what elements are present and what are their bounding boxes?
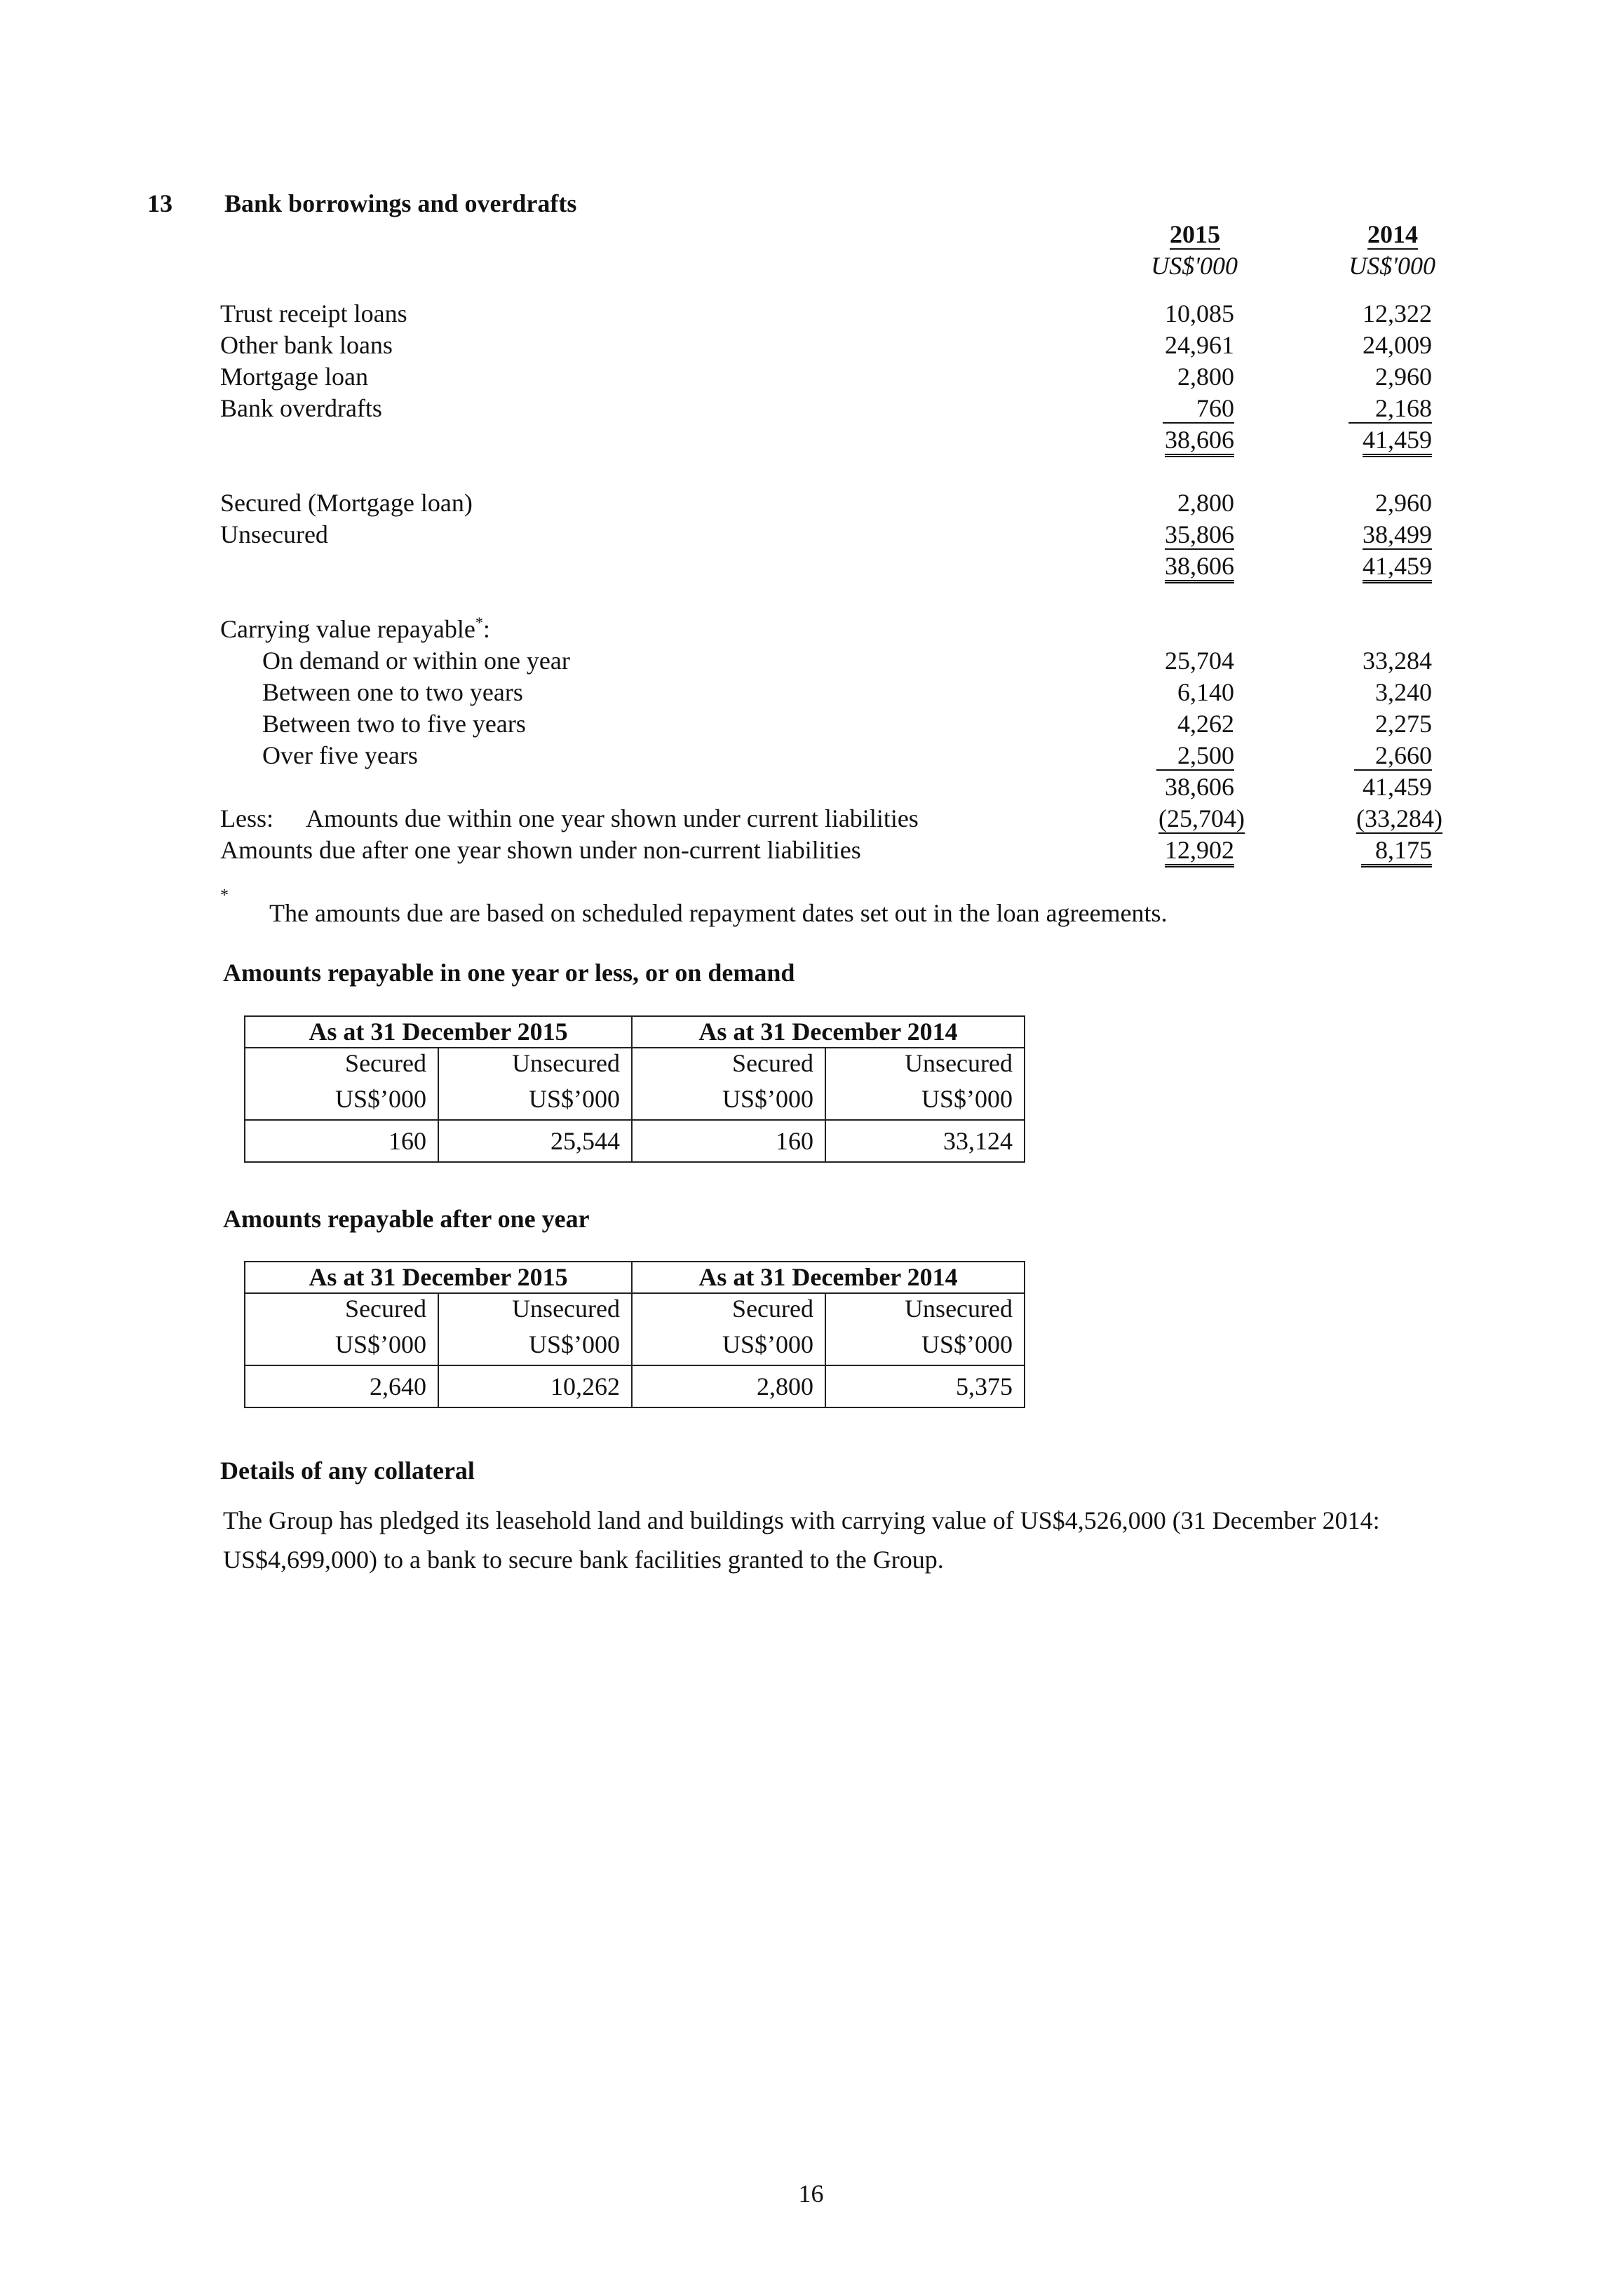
- value-2015: 12,902: [1165, 835, 1234, 867]
- table1-title: Amounts repayable in one year or less, or on demand: [223, 959, 795, 987]
- table-subheader: Secured: [632, 1048, 825, 1079]
- table-header-2014: As at 31 December 2014: [632, 1262, 1025, 1293]
- value-2014: (33,284): [1356, 804, 1442, 832]
- value-2015: 10,085: [1165, 299, 1234, 327]
- collateral-line: The Group has pledged its leasehold land and buildings with carrying value of US$4,526,000 (31 December 2014:: [223, 1506, 1380, 1534]
- value-2014: 2,168: [1349, 393, 1432, 424]
- section-title: Bank borrowings and overdrafts: [224, 189, 577, 217]
- column-year-2015: 2015: [1170, 220, 1220, 248]
- row-label-one-to-two-years: Between one to two years: [262, 678, 523, 706]
- column-unit-2015: US$'000: [1151, 252, 1238, 280]
- column-unit-2014: US$'000: [1349, 252, 1435, 280]
- table-subheader: Secured: [632, 1293, 825, 1324]
- total-2015: 38,606: [1165, 773, 1234, 801]
- value-2014: 2,660: [1354, 740, 1432, 771]
- collateral-line: US$4,699,000) to a bank to secure bank facilities granted to the Group.: [223, 1546, 944, 1574]
- repayable-after-one-year-table: [244, 1261, 1025, 1408]
- table-subheader: Unsecured: [825, 1048, 1025, 1079]
- table-unit: US$’000: [245, 1079, 438, 1120]
- table-subheader: Unsecured: [438, 1293, 632, 1324]
- table-unit: US$’000: [825, 1079, 1025, 1120]
- table-subheader: Unsecured: [438, 1048, 632, 1079]
- table-subheader: Secured: [245, 1048, 438, 1079]
- table-unit: US$’000: [632, 1079, 825, 1120]
- section-number: 13: [147, 189, 173, 217]
- total-2015: 38,606: [1165, 424, 1234, 457]
- row-label-on-demand: On demand or within one year: [262, 647, 570, 675]
- row-label-two-to-five-years: Between two to five years: [262, 710, 526, 738]
- table-cell: 33,124: [825, 1120, 1025, 1162]
- total-2015: 38,606: [1165, 551, 1234, 583]
- row-label-other-bank-loans: Other bank loans: [220, 331, 393, 359]
- value-2015: 35,806: [1165, 520, 1234, 548]
- value-2015: 4,262: [1177, 710, 1234, 738]
- collateral-title: Details of any collateral: [220, 1457, 475, 1485]
- table-cell: 10,262: [438, 1365, 632, 1407]
- value-2015: 6,140: [1177, 678, 1234, 706]
- value-2014: 33,284: [1363, 647, 1432, 675]
- footnote-mark: *: [220, 886, 229, 905]
- total-2014: 41,459: [1363, 773, 1432, 801]
- value-2014: 8,175: [1361, 835, 1432, 867]
- value-2015: 2,800: [1177, 363, 1234, 391]
- table-header-2014: As at 31 December 2014: [632, 1016, 1025, 1048]
- row-label-secured: Secured (Mortgage loan): [220, 489, 473, 517]
- table-cell: 5,375: [825, 1365, 1025, 1407]
- page-number: 16: [798, 2180, 824, 2208]
- collateral-paragraph: [223, 1501, 1380, 1579]
- table-subheader: Unsecured: [825, 1293, 1025, 1324]
- footnote-text: The amounts due are based on scheduled repayment dates set out in the loan agreements.: [269, 899, 1168, 927]
- table-cell: 160: [245, 1120, 438, 1162]
- value-2015: 25,704: [1165, 647, 1234, 675]
- value-2014: 2,960: [1375, 489, 1432, 517]
- repayable-within-one-year-table: [244, 1015, 1025, 1163]
- table-cell: 25,544: [438, 1120, 632, 1162]
- value-2015: 760: [1163, 393, 1234, 424]
- row-label-bank-overdrafts: Bank overdrafts: [220, 394, 382, 422]
- total-2014: 41,459: [1363, 424, 1432, 457]
- value-2015: 2,500: [1156, 740, 1234, 771]
- row-label-mortgage-loan: Mortgage loan: [220, 363, 368, 391]
- value-2014: 3,240: [1375, 678, 1432, 706]
- value-2014: 2,275: [1375, 710, 1432, 738]
- table-header-2015: As at 31 December 2015: [245, 1262, 632, 1293]
- row-label-non-current-liabilities: Amounts due after one year shown under non-current liabilities: [220, 836, 861, 864]
- row-label-trust-receipt-loans: Trust receipt loans: [220, 299, 407, 327]
- total-2014: 41,459: [1363, 551, 1432, 583]
- value-2014: 38,499: [1363, 520, 1432, 548]
- table-cell: 2,640: [245, 1365, 438, 1407]
- table-cell: 160: [632, 1120, 825, 1162]
- repayable-heading: Carrying value repayable*:: [220, 614, 490, 643]
- value-2014: 24,009: [1363, 331, 1432, 359]
- value-2015: 24,961: [1165, 331, 1234, 359]
- column-year-2014: 2014: [1367, 220, 1418, 248]
- value-2014: 2,960: [1375, 363, 1432, 391]
- table-unit: US$’000: [438, 1079, 632, 1120]
- table-header-2015: As at 31 December 2015: [245, 1016, 632, 1048]
- table-unit: US$’000: [825, 1324, 1025, 1365]
- table-cell: 2,800: [632, 1365, 825, 1407]
- table-unit: US$’000: [632, 1324, 825, 1365]
- row-label-unsecured: Unsecured: [220, 520, 328, 548]
- table-unit: US$’000: [438, 1324, 632, 1365]
- less-prefix: Less:: [220, 804, 273, 832]
- row-label-current-liabilities: Amounts due within one year shown under current liabilities: [306, 804, 919, 832]
- value-2015: (25,704): [1158, 804, 1245, 832]
- table-subheader: Secured: [245, 1293, 438, 1324]
- row-label-over-five-years: Over five years: [262, 741, 418, 769]
- table-unit: US$’000: [245, 1324, 438, 1365]
- value-2014: 12,322: [1363, 299, 1432, 327]
- table2-title: Amounts repayable after one year: [223, 1205, 590, 1233]
- value-2015: 2,800: [1177, 489, 1234, 517]
